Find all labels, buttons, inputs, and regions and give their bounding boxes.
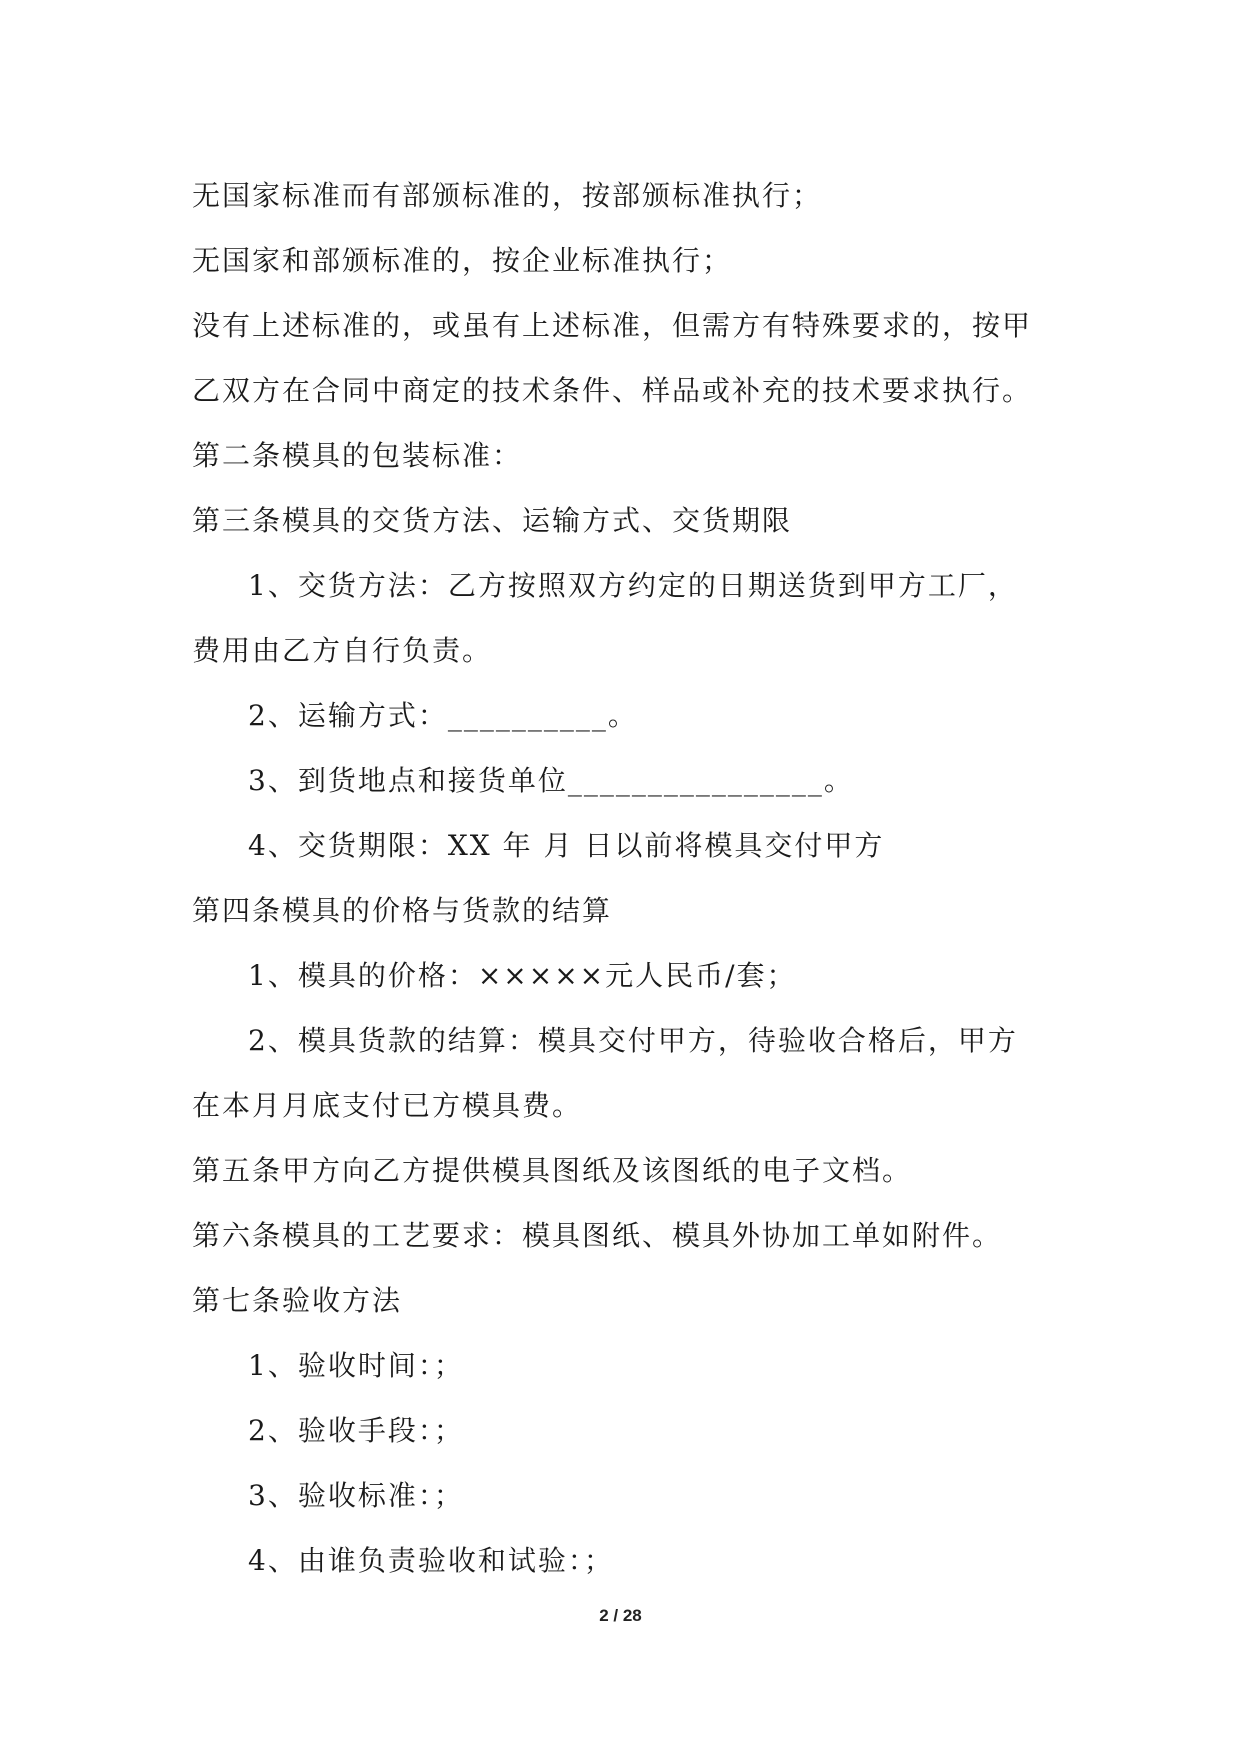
text-line: 无国家标准而有部颁标准的，按部颁标准执行； [192, 179, 823, 212]
article-heading: 第七条验收方法 [192, 1284, 403, 1317]
list-item: 2、模具货款的结算：模具交付甲方，待验收合格后，甲方 [248, 1024, 1018, 1057]
list-item: 3、到货地点和接货单位________________。 [248, 764, 854, 797]
list-item: 4、交货期限：XX 年 月 日以前将模具交付甲方 [248, 829, 885, 862]
document-body [192, 163, 1092, 1593]
list-item: 1、验收时间：； [248, 1349, 464, 1382]
text-line: 乙双方在合同中商定的技术条件、样品或补充的技术要求执行。 [192, 374, 1033, 407]
text-line: 没有上述标准的，或虽有上述标准，但需方有特殊要求的，按甲 [192, 309, 1033, 342]
list-item: 4、由谁负责验收和试验：； [248, 1544, 614, 1577]
article-heading: 第五条甲方向乙方提供模具图纸及该图纸的电子文档。 [192, 1154, 913, 1187]
article-heading: 第六条模具的工艺要求：模具图纸、模具外协加工单如附件。 [192, 1219, 1003, 1252]
text-line: 在本月月底支付已方模具费。 [192, 1089, 583, 1122]
list-item: 2、运输方式：__________。 [248, 699, 638, 732]
list-item: 1、模具的价格：×××××元人民币/套； [248, 959, 797, 992]
list-item: 2、验收手段：； [248, 1414, 464, 1447]
article-heading: 第二条模具的包装标准： [192, 439, 523, 472]
text-line: 费用由乙方自行负责。 [192, 634, 493, 667]
article-heading: 第三条模具的交货方法、运输方式、交货期限 [192, 504, 793, 537]
page-number: 2 / 28 [599, 1606, 642, 1625]
text-line: 无国家和部颁标准的，按企业标准执行； [192, 244, 733, 277]
list-item: 1、交货方法：乙方按照双方约定的日期送货到甲方工厂， [248, 569, 1018, 602]
list-item: 3、验收标准：； [248, 1479, 464, 1512]
article-heading: 第四条模具的价格与货款的结算 [192, 894, 613, 927]
